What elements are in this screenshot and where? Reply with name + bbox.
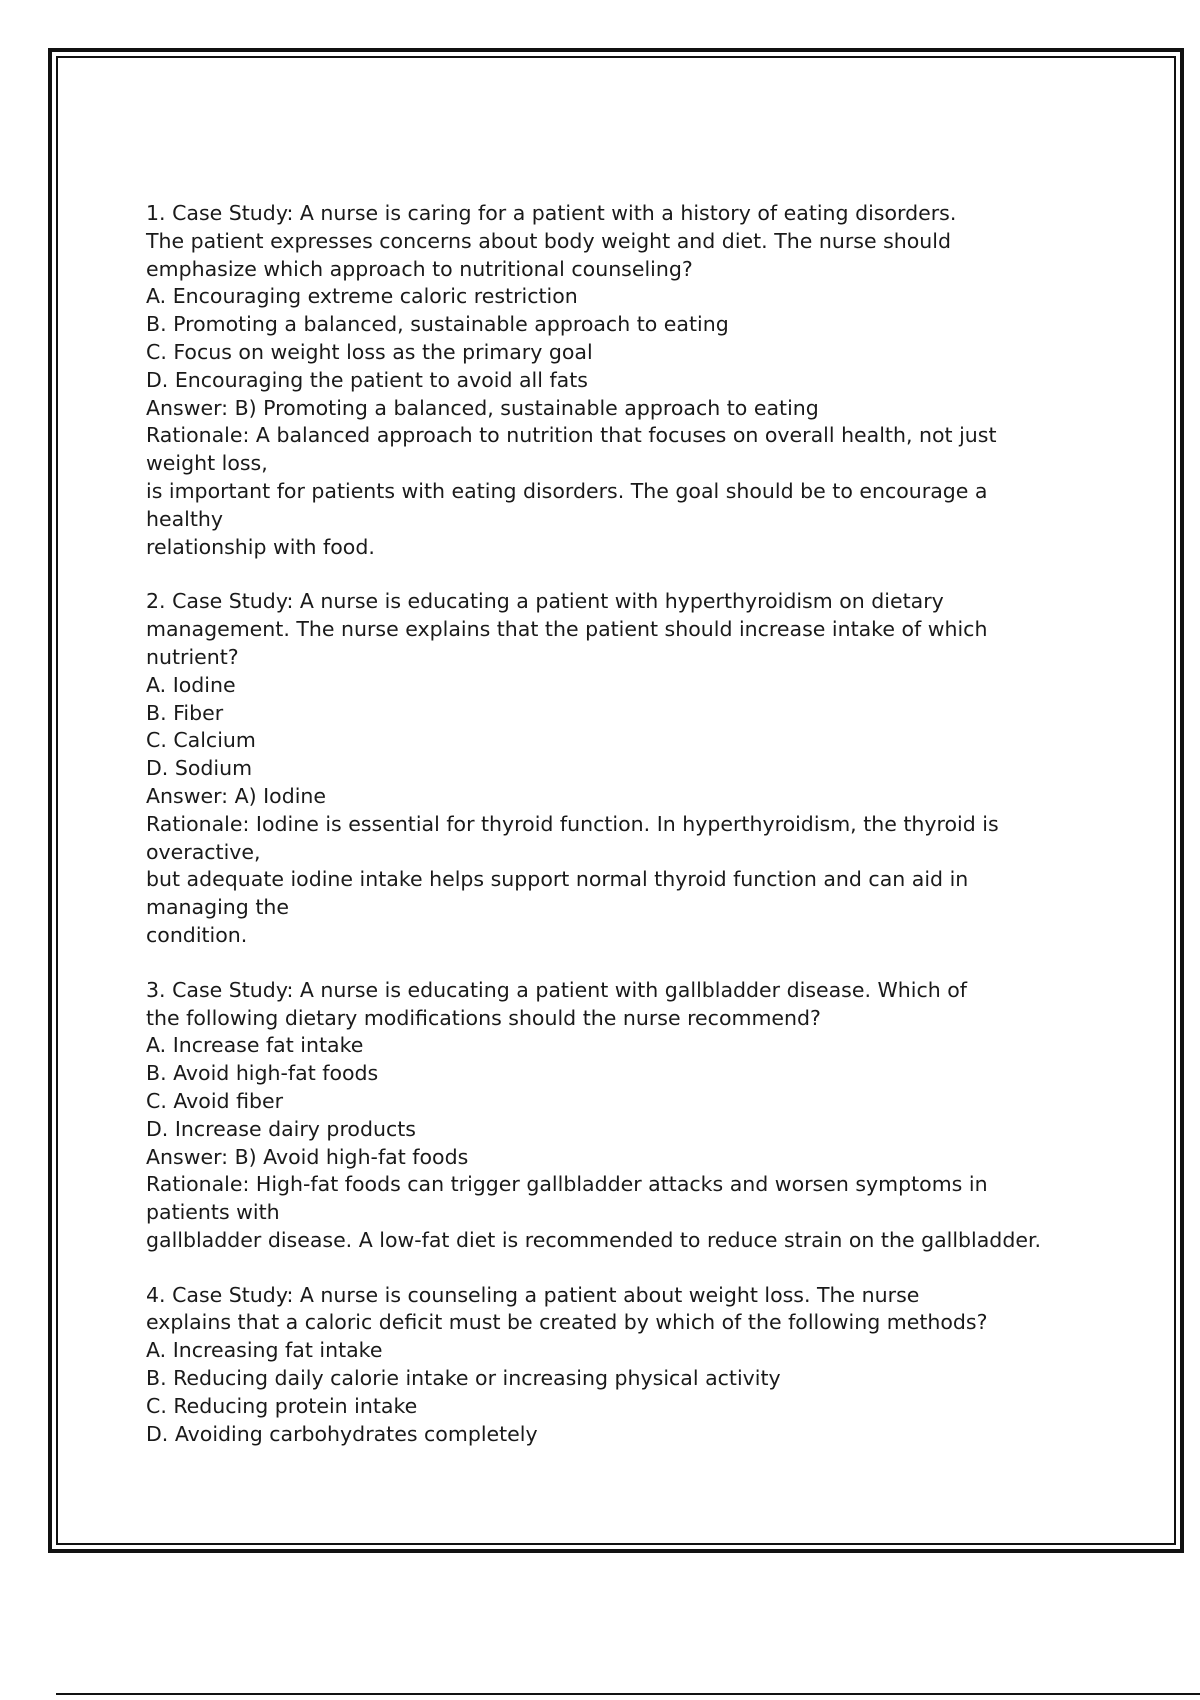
- option-c: C. Calcium: [146, 728, 256, 753]
- document-body: [146, 200, 1086, 1448]
- option-c: C. Focus on weight loss as the primary goal: [146, 339, 593, 364]
- option-d: D. Encouraging the patient to avoid all fats: [146, 367, 588, 392]
- question-stem-line: The patient expresses concerns about body weight and diet. The nurse should: [146, 228, 951, 253]
- question-stem-line: emphasize which approach to nutritional counseling?: [146, 256, 693, 281]
- question-stem-line: explains that a caloric deficit must be created by which of the following methods?: [146, 1310, 988, 1335]
- answer-line: Answer: B) Avoid high-fat foods: [146, 1144, 469, 1169]
- option-a: A. Encouraging extreme caloric restriction: [146, 284, 578, 309]
- rationale-line: is important for patients with eating disorders. The goal should be to encourage a: [146, 478, 988, 503]
- option-d: D. Sodium: [146, 756, 253, 781]
- rationale-line: patients with: [146, 1200, 280, 1225]
- question-stem-line: 2. Case Study: A nurse is educating a patient with hyperthyroidism on dietary: [146, 589, 944, 614]
- option-b: B. Reducing daily calorie intake or increasing physical activity: [146, 1366, 781, 1391]
- option-b: B. Fiber: [146, 700, 224, 725]
- question-1: [146, 200, 1086, 561]
- option-a: A. Increase fat intake: [146, 1033, 364, 1058]
- question-3: [146, 977, 1086, 1255]
- footer-rule: [56, 1693, 1200, 1695]
- option-b: B. Promoting a balanced, sustainable approach to eating: [146, 312, 729, 337]
- answer-line: Answer: A) Iodine: [146, 783, 327, 808]
- question-stem-line: nutrient?: [146, 644, 239, 669]
- rationale-line: gallbladder disease. A low-fat diet is recommended to reduce strain on the gallbladder.: [146, 1227, 1042, 1252]
- option-c: C. Avoid fiber: [146, 1088, 284, 1113]
- rationale-line: healthy: [146, 506, 224, 531]
- answer-line: Answer: B) Promoting a balanced, sustainable approach to eating: [146, 395, 819, 420]
- question-stem-line: management. The nurse explains that the patient should increase intake of which: [146, 617, 988, 642]
- question-2: [146, 588, 1086, 949]
- rationale-line: but adequate iodine intake helps support normal thyroid function and can aid in: [146, 867, 969, 892]
- rationale-line: Rationale: High-fat foods can trigger gallbladder attacks and worsen symptoms in: [146, 1172, 988, 1197]
- rationale-line: managing the: [146, 895, 289, 920]
- rationale-line: weight loss,: [146, 451, 268, 476]
- question-stem-line: 3. Case Study: A nurse is educating a patient with gallbladder disease. Which of: [146, 977, 968, 1002]
- question-stem-line: 4. Case Study: A nurse is counseling a patient about weight loss. The nurse: [146, 1282, 920, 1307]
- rationale-line: relationship with food.: [146, 534, 375, 559]
- option-b: B. Avoid high-fat foods: [146, 1061, 379, 1086]
- rationale-line: Rationale: Iodine is essential for thyroid function. In hyperthyroidism, the thyroid is: [146, 811, 999, 836]
- rationale-line: Rationale: A balanced approach to nutrition that focuses on overall health, not just: [146, 423, 997, 448]
- option-a: A. Increasing fat intake: [146, 1338, 383, 1363]
- rationale-line: condition.: [146, 922, 248, 947]
- option-d: D. Increase dairy products: [146, 1116, 416, 1141]
- option-a: A. Iodine: [146, 672, 236, 697]
- question-4: [146, 1282, 1086, 1449]
- rationale-line: overactive,: [146, 839, 261, 864]
- option-d: D. Avoiding carbohydrates completely: [146, 1421, 538, 1446]
- question-stem-line: the following dietary modifications should the nurse recommend?: [146, 1005, 821, 1030]
- question-stem-line: 1. Case Study: A nurse is caring for a patient with a history of eating disorders.: [146, 201, 957, 225]
- option-c: C. Reducing protein intake: [146, 1393, 418, 1418]
